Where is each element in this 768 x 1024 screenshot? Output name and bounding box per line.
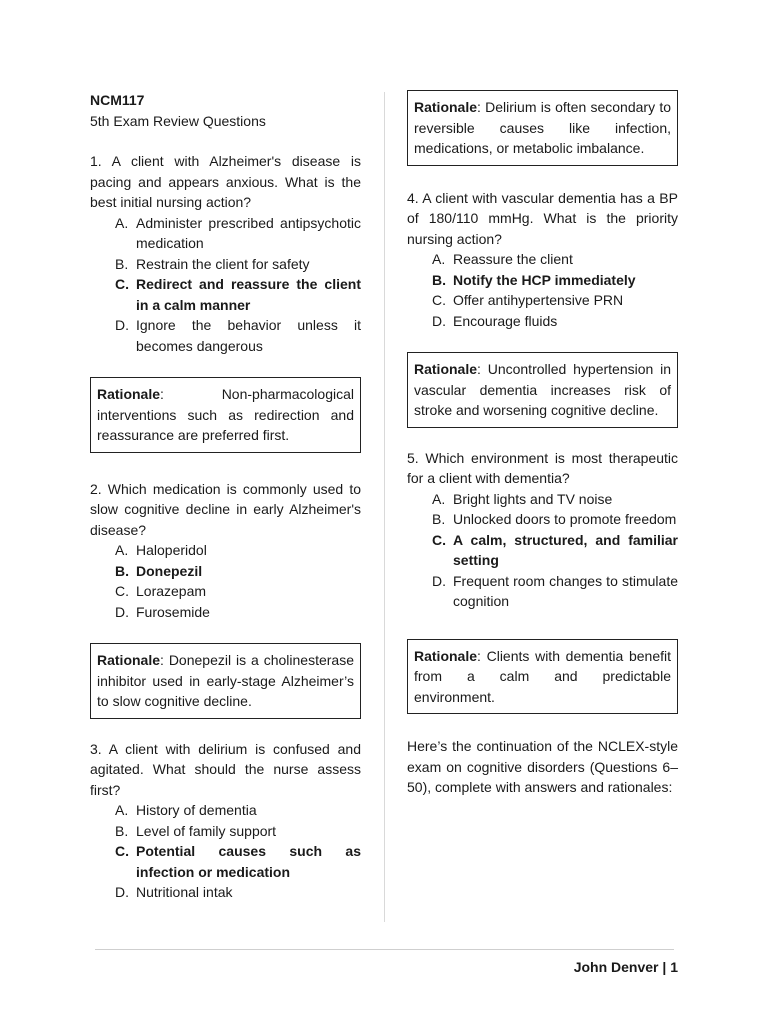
option: C. Lorazepam xyxy=(115,583,207,599)
rationale-box-4 xyxy=(407,352,678,428)
option: B. Level of family support xyxy=(115,822,277,839)
course-code: NCM117 xyxy=(90,92,145,108)
option: A. History of dementia xyxy=(115,802,257,818)
option: D. Frequent room changes to stimulate cognition xyxy=(432,572,678,609)
question-4-stem: 4. A client with vascular dementia has a BP of 180/110 mmHg. What is the priority nursing action? xyxy=(407,189,678,247)
question-2-options xyxy=(90,540,361,622)
rationale-label: Rationale xyxy=(97,652,161,668)
question-4-options xyxy=(407,249,678,331)
rationale-text: : Non-pharmacological interventions such as redirection and reassurance are preferred first. xyxy=(97,386,354,443)
option: A. Bright lights and TV noise xyxy=(432,490,613,507)
option: B. Restrain the client for safety xyxy=(115,255,310,272)
question-5-options xyxy=(407,489,678,612)
question-2-stem: 2. Which medication is commonly used to slow cognitive decline in early Alzheimer's disease? xyxy=(90,480,361,538)
rationale-box-1 xyxy=(90,377,361,453)
rationale-label: Rationale xyxy=(97,386,161,402)
option: A. Haloperidol xyxy=(115,542,207,558)
continuation-note: Here’s the continuation of the NCLEX-style exam on cognitive disorders (Questions 6–50), complete with answers and rationales: xyxy=(407,738,678,795)
rationale-label: Rationale xyxy=(414,99,478,115)
correct-option: C. A calm, structured, and familiar setting xyxy=(432,531,678,568)
option: D. Nutritional intak xyxy=(115,884,233,900)
correct-option: C. Redirect and reassure the client in a calm manner xyxy=(115,276,361,313)
question-3-stem: 3. A client with delirium is confused and agitated. What should the nurse assess first? xyxy=(90,740,361,798)
page-footer: John Denver | 1 xyxy=(573,959,678,975)
question-3-options xyxy=(90,800,361,903)
rationale-text: : Clients with dementia benefit from a calm and predictable environment. xyxy=(414,647,671,705)
rationale-text: : Uncontrolled hypertension in vascular dementia increases risk of stroke and worsening cognitive decline. xyxy=(414,361,671,418)
option: D. Encourage fluids xyxy=(432,312,558,329)
right-column xyxy=(407,90,678,798)
option: C. Offer antihypertensive PRN xyxy=(432,292,624,308)
rationale-box-2 xyxy=(90,643,361,719)
question-1-options xyxy=(90,213,361,357)
column-divider xyxy=(384,92,385,922)
question-1-stem: 1. A client with Alzheimer's disease is pacing and appears anxious. What is the best initial nursing action? xyxy=(90,153,361,210)
rationale-label: Rationale xyxy=(414,647,478,664)
correct-option: B. Notify the HCP immediately xyxy=(432,271,636,288)
option: D. Furosemide xyxy=(115,603,210,620)
left-column xyxy=(90,90,361,903)
rationale-label: Rationale xyxy=(414,361,478,377)
rationale-box-3 xyxy=(407,90,678,166)
correct-option: B. Donepezil xyxy=(115,562,203,579)
option: B. Unlocked doors to promote freedom xyxy=(432,511,677,527)
option: A. Administer prescribed antipsychotic medication xyxy=(115,214,361,251)
correct-option: C. Potential causes such as infection or medication xyxy=(115,843,361,880)
rationale-text: : Donepezil is a cholinesterase inhibitor used in early-stage Alzheimer’s to slow cognitive decline. xyxy=(97,652,354,709)
rationale-box-5 xyxy=(407,639,678,715)
exam-subtitle: 5th Exam Review Questions xyxy=(90,112,266,129)
option: D. Ignore the behavior unless it becomes dangerous xyxy=(115,317,361,354)
rationale-text: : Delirium is often secondary to reversible causes like infection, medications, or metabolic imbalance. xyxy=(414,99,671,156)
question-5-stem: 5. Which environment is most therapeutic for a client with dementia? xyxy=(407,449,678,486)
footer-divider xyxy=(95,949,674,950)
option: A. Reassure the client xyxy=(432,251,573,267)
